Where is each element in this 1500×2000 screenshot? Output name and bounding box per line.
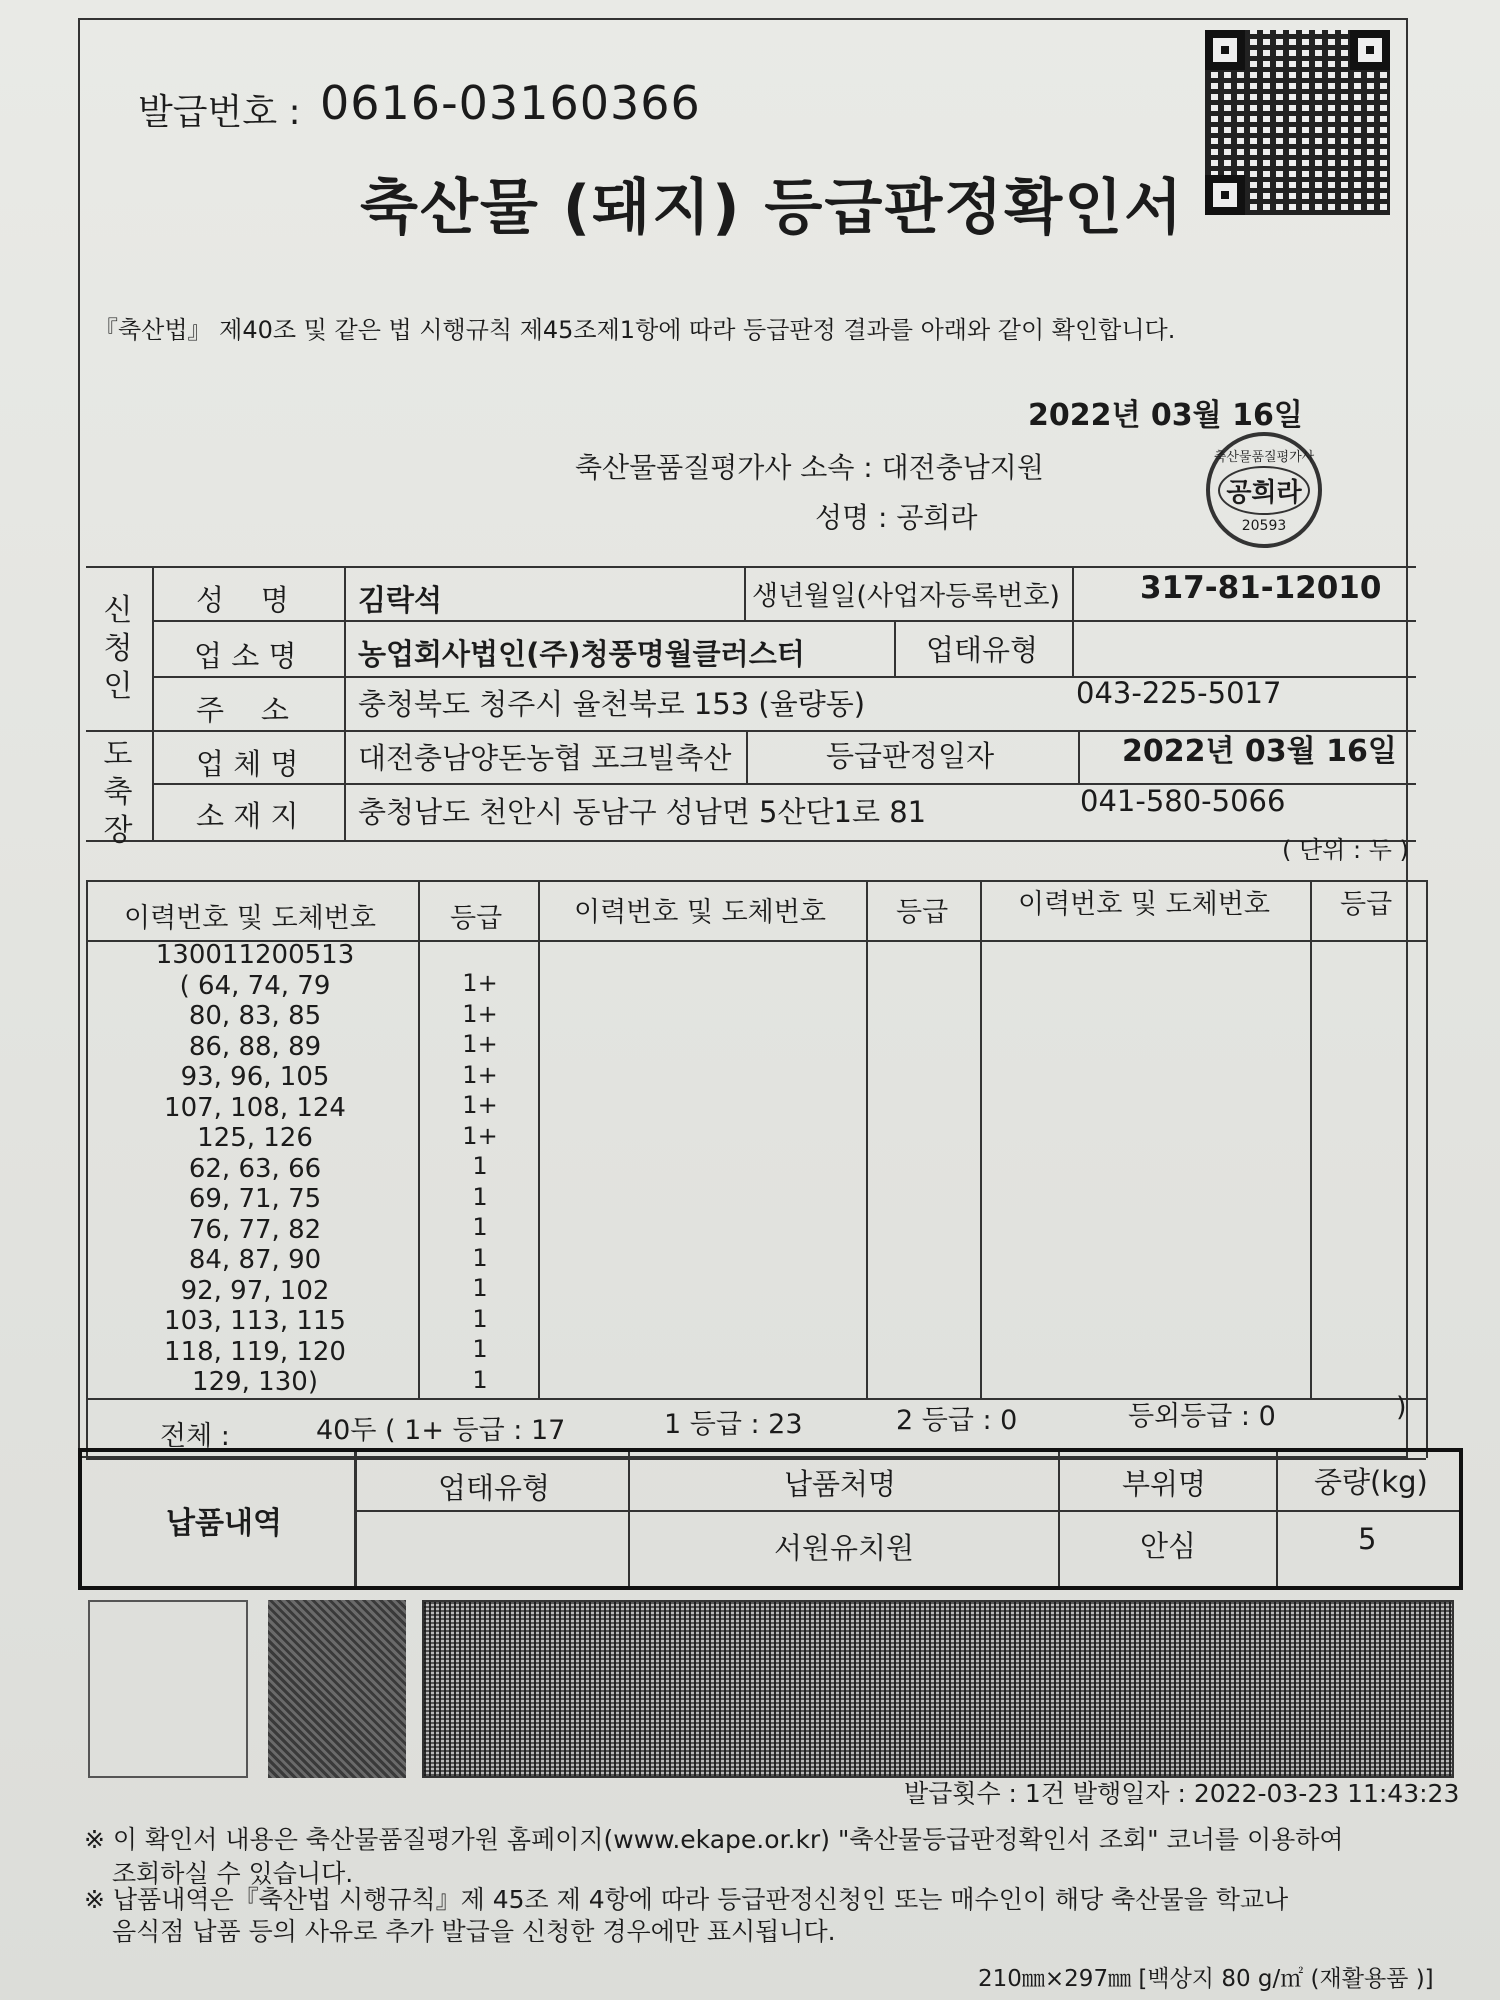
applicant-section-label — [98, 592, 138, 706]
trace-number-list — [130, 940, 380, 1398]
trace-line: 118, 119, 120 — [164, 1336, 346, 1367]
grade-value: 1 — [472, 1365, 488, 1394]
trace-line: ( 64, 74, 79 — [179, 970, 331, 1001]
confirmation-date: 2022년 03월 16일 — [1028, 398, 1303, 433]
trace-line: 76, 77, 82 — [188, 1214, 322, 1245]
grade-value: 1 — [472, 1274, 488, 1302]
trace-line: 103, 113, 115 — [164, 1306, 346, 1336]
trace-line: 80, 83, 85 — [188, 1001, 322, 1031]
summary-out-grade: 등외등급 : 0 — [1128, 1401, 1276, 1432]
business-registration-number: 317-81-12010 — [1140, 570, 1382, 606]
column-header-grade-1: 등급 — [450, 903, 503, 934]
summary-close: ) — [1396, 1392, 1407, 1423]
label-char: 축 — [103, 775, 133, 810]
grade-value: 1+ — [462, 1060, 498, 1089]
issue-number: 0616-03160366 — [320, 76, 701, 130]
delivery-header-weight: 중량(kg) — [1314, 1465, 1428, 1499]
document-title: 축산물 (돼지) 등급판정확인서 — [360, 173, 1185, 243]
slaughterhouse-phone: 041-580-5066 — [1080, 784, 1286, 818]
slaughterhouse-section-label — [98, 736, 138, 850]
trace-line: 62, 63, 66 — [188, 1153, 322, 1184]
label-char: 청 — [103, 631, 133, 666]
delivery-table — [78, 1448, 1463, 1590]
delivery-weight: 5 — [1358, 1522, 1377, 1556]
grading-date: 2022년 03월 16일 — [1122, 734, 1397, 769]
company-name-label: 업 체 명 — [196, 747, 299, 781]
qr-finder-icon — [1205, 30, 1245, 70]
column-header-trace-3: 이력번호 및 도체번호 — [1018, 889, 1270, 920]
column-header-trace-2: 이력번호 및 도체번호 — [574, 897, 826, 928]
column-header-grade-3: 등급 — [1340, 889, 1393, 920]
delivery-header-business-type: 업태유형 — [438, 1471, 551, 1505]
trace-line: 93, 96, 105 — [180, 1062, 330, 1092]
delivery-recipient: 서원유치원 — [774, 1531, 915, 1565]
grade-value: 1 — [472, 1182, 488, 1211]
grade-value: 1 — [472, 1243, 488, 1272]
birth-label: 생년월일(사업자등록번호) — [752, 581, 1060, 612]
label-char: 장 — [103, 813, 133, 848]
delivery-header-recipient: 납품처명 — [784, 1467, 897, 1501]
business-name-label: 업 소 명 — [194, 639, 297, 673]
trace-line: 107, 108, 124 — [164, 1092, 346, 1123]
applicant-address: 충청북도 청주시 율천북로 153 (율량동) — [358, 687, 866, 721]
trace-line: 84, 87, 90 — [188, 1245, 322, 1275]
slaughterhouse-location: 충청남도 천안시 동남구 성남면 5산단1로 81 — [358, 795, 927, 829]
business-type-label: 업태유형 — [926, 633, 1039, 667]
seal-arc-text: 축산물품질평가사 — [1213, 450, 1315, 465]
trace-line: 125, 126 — [197, 1123, 313, 1153]
address-label: 주 소 — [196, 693, 289, 727]
grader-name: 성명 : 공희라 — [815, 501, 978, 534]
delivery-part: 안심 — [1140, 1529, 1197, 1563]
grade-value: 1 — [472, 1304, 488, 1333]
note-1-line-2: 조회하실 수 있습니다. — [112, 1859, 354, 1888]
grader-affiliation: 축산물품질평가사 소속 : 대전충남지원 — [575, 451, 1044, 484]
grade-value: 1+ — [462, 1030, 498, 1058]
delivery-label: 납품내역 — [166, 1506, 282, 1541]
label-char: 인 — [103, 669, 133, 704]
note-2-line-2: 음식점 납품 등의 사유로 추가 발급을 신청한 경우에만 표시됩니다. — [112, 1917, 836, 1946]
location-label: 소 재 지 — [196, 799, 299, 833]
applicant-phone: 043-225-5017 — [1076, 676, 1282, 710]
note-2-line-1: ※ 납품내역은『축산법 시행규칙』제 45조 제 4항에 따라 등급판정신청인 또는 매수인이 해당 축산물을 학교나 — [84, 1885, 1289, 1914]
trace-line: 130011200513 — [155, 940, 355, 970]
seal-name: 공희라 — [1218, 466, 1309, 515]
slaughterhouse-company-name: 대전충남양돈농협 포크빌축산 — [358, 741, 732, 775]
column-header-grade-2: 등급 — [896, 897, 949, 928]
grade-value: 1+ — [462, 999, 498, 1028]
column-header-trace-1: 이력번호 및 도체번호 — [124, 903, 376, 934]
issue-number-label: 발급번호 : — [138, 92, 301, 133]
grade-value: 1+ — [462, 1121, 498, 1150]
paper-spec: 210㎜×297㎜ [백상지 80 g/㎡ (재활용품 )] — [978, 1966, 1434, 1992]
summary-total: 40두 ( 1+ 등급 : 17 — [316, 1415, 566, 1446]
label-char: 신 — [103, 593, 133, 628]
grade-value: 1+ — [462, 969, 498, 997]
trace-line: 69, 71, 75 — [188, 1184, 322, 1214]
applicant-name: 김락석 — [358, 583, 443, 617]
qr-finder-icon — [1350, 30, 1390, 70]
seal-number: 20593 — [1241, 518, 1287, 534]
unit-label: ( 단위 : 두 ) — [1282, 836, 1409, 864]
legal-basis-text: 『축산법』 제40조 및 같은 법 시행규칙 제45조제1항에 따라 등급판정 결과를 아래와 같이 확인합니다. — [94, 316, 1176, 344]
applicant-name-label: 성 명 — [196, 583, 289, 617]
trace-line: 129, 130) — [192, 1367, 318, 1397]
trace-line: 92, 97, 102 — [180, 1275, 330, 1306]
grade-value: 1 — [472, 1152, 488, 1180]
grade-value: 1+ — [462, 1091, 498, 1119]
qr-code-icon — [1205, 30, 1390, 215]
grade-value: 1 — [472, 1335, 488, 1363]
grade-value: 1 — [472, 1213, 488, 1241]
security-pattern-icon — [268, 1600, 406, 1778]
blank-code-box — [88, 1600, 248, 1778]
business-name: 농업회사법인(주)청풍명월클러스터 — [358, 637, 805, 671]
label-char: 도 — [103, 737, 133, 772]
grade-list — [440, 968, 520, 1395]
2d-barcode-icon — [422, 1600, 1454, 1778]
trace-line: 86, 88, 89 — [188, 1031, 322, 1062]
grading-date-label: 등급판정일자 — [826, 739, 995, 773]
summary-grade2: 2 등급 : 0 — [896, 1405, 1018, 1436]
issue-info: 발급횟수 : 1건 발행일자 : 2022-03-23 11:43:23 — [904, 1779, 1460, 1808]
delivery-header-part: 부위명 — [1122, 1467, 1207, 1501]
summary-total-label: 전체 : — [160, 1421, 230, 1452]
note-1-line-1: ※ 이 확인서 내용은 축산물품질평가원 홈페이지(www.ekape.or.kr) "축산물등급판정확인서 조회" 코너를 이용하여 — [84, 1825, 1344, 1854]
official-seal — [1206, 432, 1322, 548]
summary-grade1: 1 등급 : 23 — [664, 1409, 803, 1440]
qr-finder-icon — [1205, 175, 1245, 215]
